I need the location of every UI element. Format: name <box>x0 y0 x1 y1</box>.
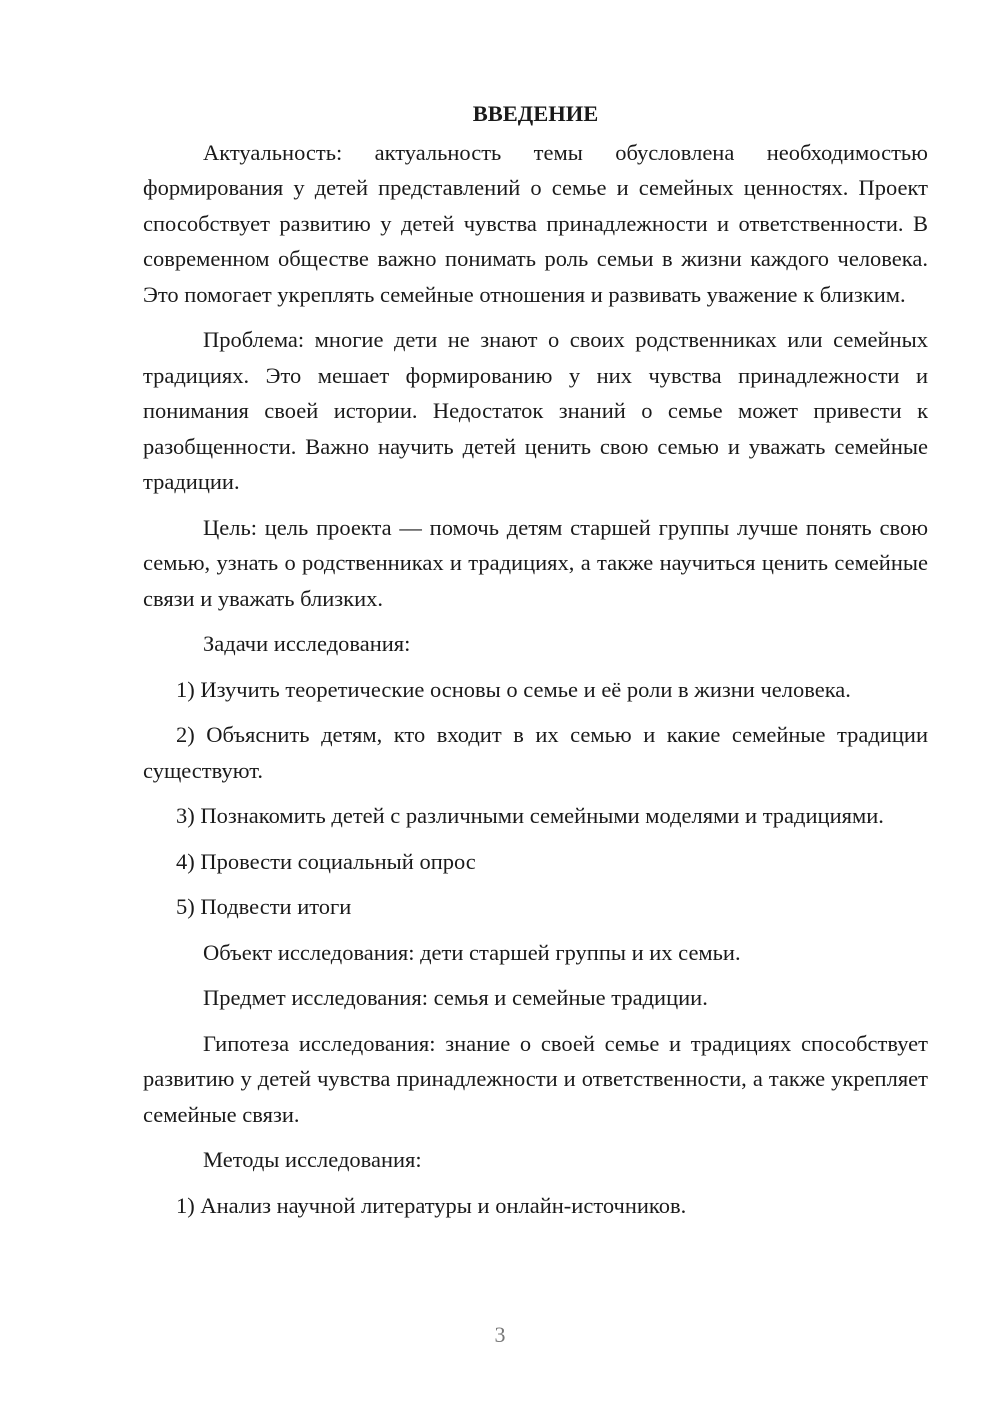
task-item-1: 1) Изучить теоретические основы о семье и её роли в жизни человека. <box>176 676 851 702</box>
task-item-4: 4) Провести социальный опрос <box>176 848 476 874</box>
task-item-2: 2) Объяснить детям, кто входит в их семью и какие семейные традиции существуют. <box>143 722 928 783</box>
paragraph-relevance: Актуальность: актуальность темы обусловлена необходимостью формирования у детей представлений о семье и семейных ценностях. Проект способствует развитию у детей чувства принадлежности и ответственности. В современном обществе важно понимать роль семьи в жизни каждого человека. Это помогает укреплять семейные отношения и развивать уважение к близким. <box>143 139 928 307</box>
methods-title: Методы исследования: <box>203 1147 422 1172</box>
task-item-5: 5) Подвести итоги <box>176 894 352 919</box>
page-title: ВВЕДЕНИЕ <box>472 101 599 126</box>
paragraph-goal: Цель: цель проекта — помочь детям старшей группы лучше понять свою семью, узнать о родственниках и традициях, а также научиться ценить семейные связи и уважать близких. <box>143 514 928 611</box>
tasks-title: Задачи исследования: <box>203 631 411 656</box>
paragraph-hypothesis: Гипотеза исследования: знание о своей семье и традициях способствует развитию у детей чувства принадлежности и ответственности, а также укрепляет семейные связи. <box>143 1030 928 1127</box>
paragraph-problem: Проблема: многие дети не знают о своих родственниках или семейных традициях. Это мешает формированию у них чувства принадлежности и понимания своей истории. Недостаток знаний о семье может привести к разобщенности. Важно научить детей ценить свою семью и уважать семейные традиции. <box>143 327 928 494</box>
task-item-3: 3) Познакомить детей с различными семейными моделями и традициями. <box>176 803 884 828</box>
document-page <box>143 96 928 1233</box>
method-item-1: 1) Анализ научной литературы и онлайн-источников. <box>176 1192 687 1218</box>
paragraph-subject: Предмет исследования: семья и семейные традиции. <box>203 985 708 1010</box>
page-number: 3 <box>494 1322 506 1347</box>
paragraph-object: Объект исследования: дети старшей группы и их семьи. <box>203 939 741 965</box>
